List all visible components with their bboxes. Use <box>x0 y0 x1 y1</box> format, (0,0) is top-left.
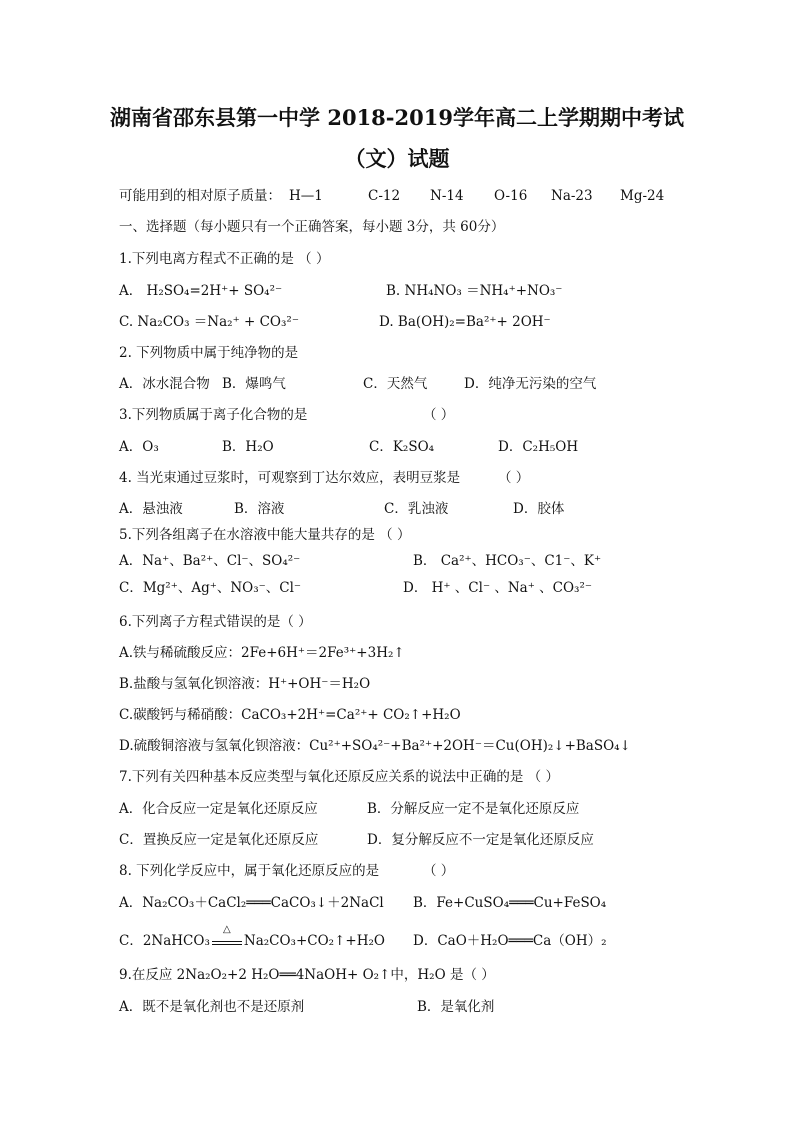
question-2-stem: 2. 下列物质中属于纯净物的是 <box>119 345 299 361</box>
question-5-option-a: A．Na⁺、Ba²⁺、Cl⁻、SO₄²⁻ <box>119 553 301 569</box>
section-heading: 一、选择题（每小题只有一个正确答案，每小题 3分，共 60分） <box>119 219 505 235</box>
question-1-option-b: B. NH₄NO₃ ＝NH₄⁺+NO₃⁻ <box>386 283 563 299</box>
question-3-option-a: A．O₃ <box>119 439 159 455</box>
exam-title-line-2: （文）试题 <box>344 146 450 171</box>
question-2-option-c: C．天然气 <box>363 376 428 392</box>
question-8-stem: 8. 下列化学反应中，属于氧化还原反应的是 <box>119 863 380 879</box>
question-8-option-c-reactant: C．2NaHCO₃ <box>119 933 210 949</box>
exam-title-line-1: 湖南省邵东县第一中学 2018-2019学年高二上学期期中考试 <box>110 105 684 130</box>
question-1-stem: 1.下列电离方程式不正确的是 （ ） <box>119 251 330 267</box>
question-8-option-a: A．Na₂CO₃＋CaCl₂═══CaCO₃↓＋2NaCl <box>119 895 384 911</box>
question-9-stem: 9.在反应 2Na₂O₂+2 H₂O══4NaOH+ O₂↑中，H₂O 是（ ） <box>119 967 495 983</box>
question-4-stem: 4. 当光束通过豆浆时，可观察到丁达尔效应，表明豆浆是 <box>119 470 461 486</box>
question-3-stem: 3.下列物质属于离子化合物的是 <box>119 407 308 423</box>
question-5-stem: 5.下列各组离子在水溶液中能大量共存的是 （ ） <box>119 527 411 543</box>
question-3-option-c: C．K₂SO₄ <box>369 439 435 455</box>
heating-delta-mark: △ <box>223 924 231 935</box>
question-1-option-c: C. Na₂CO₃ ＝Na₂⁺ + CO₃²⁻ <box>119 314 299 330</box>
question-1-option-a: A． H₂SO₄=2H⁺+ SO₄²⁻ <box>119 283 283 299</box>
question-8-option-c-products: Na₂CO₃+CO₂↑+H₂O <box>243 933 385 949</box>
question-5-option-d: D． H⁺ 、Cl⁻ 、Na⁺ 、CO₃²⁻ <box>403 580 592 596</box>
question-7-stem: 7.下列有关四种基本反应类型与氧化还原反应关系的说法中正确的是 （ ） <box>119 769 559 785</box>
heating-condition-icon <box>212 924 242 945</box>
question-3-option-d: D．C₂H₅OH <box>498 439 579 455</box>
question-7-option-d: D．复分解反应不一定是氧化还原反应 <box>367 832 594 848</box>
atomic-mass-h: H—1 <box>289 188 323 204</box>
question-3-option-b: B．H₂O <box>222 439 274 455</box>
question-8-option-b: B．Fe+CuSO₄═══Cu+FeSO₄ <box>413 895 607 911</box>
atomic-mass-na: Na-23 <box>551 188 593 204</box>
question-8-answer-paren: （ ） <box>423 863 455 879</box>
question-9-option-b: B．是氧化剂 <box>417 999 495 1015</box>
question-5-option-c: C．Mg²⁺、Ag⁺、NO₃⁻、Cl⁻ <box>119 580 302 596</box>
question-4-option-c: C．乳浊液 <box>384 501 449 517</box>
atomic-mass-o: O-16 <box>494 188 528 204</box>
question-6-option-d: D.硫酸铜溶液与氢氧化钡溶液：Cu²⁺+SO₄²⁻+Ba²⁺+2OH⁻＝Cu(OH)₂↓+BaSO₄↓ <box>119 738 631 754</box>
question-8-option-c <box>119 924 385 950</box>
question-4-option-d: D．胶体 <box>513 501 565 517</box>
question-6-stem: 6.下列离子方程式错误的是（ ） <box>119 614 312 630</box>
question-2-option-b: B．爆鸣气 <box>222 376 286 392</box>
atomic-mass-label: 可能用到的相对原子质量： <box>119 188 281 204</box>
question-9-option-a: A．既不是氧化剂也不是还原剂 <box>119 999 305 1015</box>
question-1-option-d: D. Ba(OH)₂=Ba²⁺+ 2OH⁻ <box>379 314 551 330</box>
atomic-mass-mg: Mg-24 <box>620 188 665 204</box>
question-7-option-b: B．分解反应一定不是氧化还原反应 <box>367 801 580 817</box>
question-5-option-b: B． Ca²⁺、HCO₃⁻、C1⁻、K⁺ <box>413 553 602 569</box>
question-8-option-d: D．CaO＋H₂O═══Ca（OH）₂ <box>413 933 607 949</box>
atomic-mass-n: N-14 <box>430 188 464 204</box>
question-7-option-c: C．置换反应一定是氧化还原反应 <box>119 832 319 848</box>
question-6-option-b: B.盐酸与氢氧化钡溶液：H⁺+OH⁻＝H₂O <box>119 676 371 692</box>
question-4-option-b: B．溶液 <box>234 501 285 517</box>
question-2-option-d: D．纯净无污染的空气 <box>464 376 597 392</box>
question-2-option-a: A．冰水混合物 <box>119 376 210 392</box>
question-4-answer-paren: （ ） <box>498 470 530 486</box>
question-4-option-a: A．悬浊液 <box>119 501 183 517</box>
question-7-option-a: A．化合反应一定是氧化还原反应 <box>119 801 318 817</box>
equals-sign <box>212 941 242 945</box>
question-6-option-a: A.铁与稀硫酸反应：2Fe+6H⁺＝2Fe³⁺+3H₂↑ <box>119 645 405 661</box>
question-3-answer-paren: （ ） <box>423 407 455 423</box>
atomic-mass-c: C-12 <box>368 188 401 204</box>
question-6-option-c: C.碳酸钙与稀硝酸：CaCO₃+2H⁺=Ca²⁺+ CO₂↑+H₂O <box>119 707 461 723</box>
